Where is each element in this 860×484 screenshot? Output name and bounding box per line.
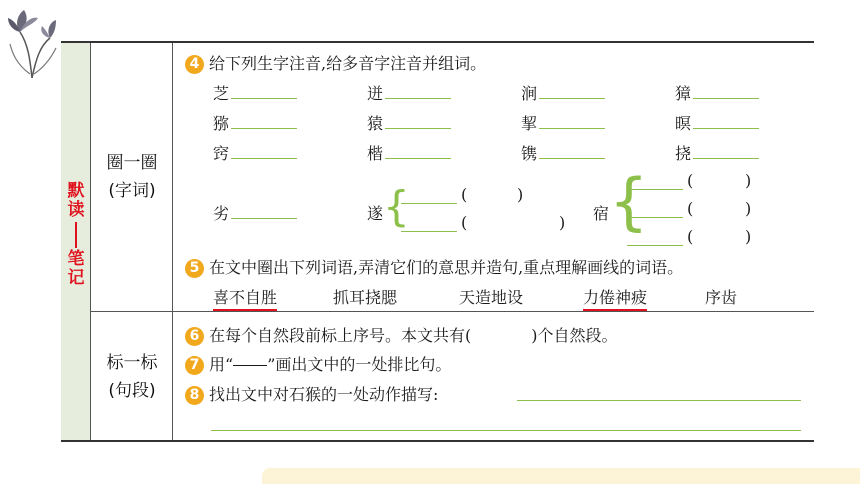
char-item: 劣 (213, 201, 297, 224)
question-8 (185, 382, 438, 405)
char-item: 挠 (675, 141, 759, 164)
category-column (91, 43, 173, 440)
char-item: 猿 (367, 111, 451, 134)
char-item: 挈 (521, 111, 605, 134)
question-6-text: 在每个自然段前标上序号。本文共有( (209, 326, 472, 345)
left-brace-icon: { (609, 165, 649, 238)
category-sentences (91, 349, 173, 405)
pinyin-blank[interactable] (627, 245, 683, 246)
question-7 (185, 352, 451, 375)
category-words-sub: (字词) (108, 181, 156, 201)
pinyin-blank[interactable] (231, 84, 297, 99)
dash-line-icon (233, 365, 267, 366)
pinyin-blank[interactable] (401, 231, 457, 232)
question-7-pre: 用“ (209, 355, 234, 374)
category-words (91, 149, 173, 205)
char-item: 窍 (213, 141, 297, 164)
char-item: 猕 (213, 111, 297, 134)
question-number-8: 8 (185, 386, 204, 405)
question-5-text: 在文中圈出下列词语,弄清它们的意思并造句,重点理解画线的词语。 (209, 258, 684, 277)
question-6 (185, 323, 618, 346)
pinyin-blank[interactable] (627, 217, 683, 218)
pinyin-blank[interactable] (539, 114, 605, 129)
question-8-text: 找出文中对石猴的一处动作描写: (209, 385, 439, 404)
pinyin-blank[interactable] (693, 144, 759, 159)
char-item: 芝 (213, 81, 297, 104)
side-label-divider (75, 222, 77, 248)
pinyin-blank[interactable] (385, 144, 451, 159)
question-7-post: ”画出文中的一处排比句。 (267, 355, 452, 374)
paren-close: ) (559, 213, 566, 232)
polyphone-1-char: 遂 (367, 204, 384, 223)
vocab-word: 序齿 (705, 288, 738, 307)
vocab-word: 抓耳挠腮 (333, 288, 398, 307)
paren-open: ( (687, 171, 694, 190)
vocab-word: 天造地设 (459, 288, 524, 307)
pinyin-blank[interactable] (627, 189, 683, 190)
paren-close: ) (517, 185, 524, 204)
side-label-top: 默读 (67, 181, 85, 220)
paren-close: ) (745, 171, 752, 190)
pinyin-blank[interactable] (231, 204, 297, 219)
category-sentences-title: 标一标 (106, 353, 158, 373)
question-4-text: 给下列生字注音,给多音字注音并组词。 (209, 54, 487, 73)
question-4 (185, 51, 486, 74)
char-item: 镌 (521, 141, 605, 164)
paren-open: ( (461, 213, 468, 232)
pinyin-blank[interactable] (385, 114, 451, 129)
char-item: 楷 (367, 141, 451, 164)
pinyin-blank[interactable] (693, 84, 759, 99)
pinyin-blank[interactable] (693, 114, 759, 129)
question-number-5: 5 (185, 259, 204, 278)
notes-table (61, 41, 814, 442)
paren-close: ) (745, 199, 752, 218)
pinyin-blank[interactable] (231, 114, 297, 129)
side-label (65, 182, 87, 288)
category-sentences-sub: (句段) (108, 381, 156, 401)
paren-open: ( (687, 199, 694, 218)
paren-close: ) (745, 227, 752, 246)
content-area (173, 43, 814, 440)
vocab-word-underlined: 喜不自胜 (213, 285, 277, 311)
vocab-word-underlined: 力倦神疲 (583, 285, 647, 311)
paren-open: ( (687, 227, 694, 246)
pinyin-blank[interactable] (401, 203, 457, 204)
category-words-title: 圈一圈 (106, 153, 158, 173)
char-item: 獐 (675, 81, 759, 104)
question-number-6: 6 (185, 327, 204, 346)
pinyin-blank[interactable] (231, 144, 297, 159)
pinyin-blank[interactable] (385, 84, 451, 99)
pinyin-blank[interactable] (539, 144, 605, 159)
char-item: 迸 (367, 81, 451, 104)
char-item: 暝 (675, 111, 759, 134)
side-column (61, 43, 91, 440)
question-5 (185, 255, 683, 278)
polyphone-2-char: 宿 (593, 204, 610, 223)
question-number-4: 4 (185, 55, 204, 74)
side-label-bottom: 笔记 (67, 249, 85, 288)
question-number-7: 7 (185, 356, 204, 375)
footer-band (262, 468, 860, 484)
answer-line[interactable] (517, 400, 801, 401)
char-item: 涧 (521, 81, 605, 104)
left-brace-icon: { (383, 182, 410, 231)
pinyin-blank[interactable] (539, 84, 605, 99)
orchid-decoration-icon (6, 4, 58, 80)
answer-line[interactable] (211, 430, 801, 431)
question-6-text-end: )个自然段。 (531, 326, 618, 345)
paren-open: ( (461, 185, 468, 204)
